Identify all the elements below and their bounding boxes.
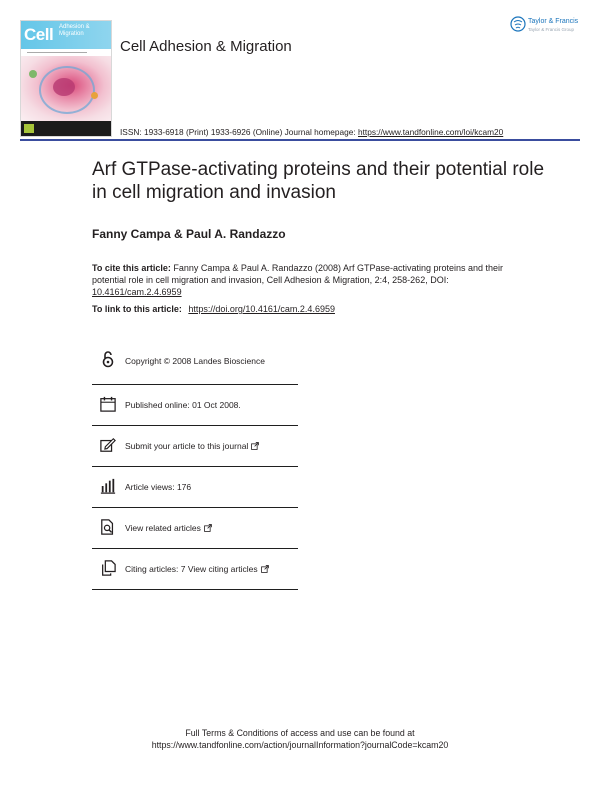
citation-block	[92, 262, 522, 298]
copy-icon	[100, 559, 116, 577]
article-views-label: Article views: 176	[125, 482, 192, 492]
cover-title: Cell	[24, 25, 54, 44]
citing-row[interactable]	[92, 549, 298, 590]
views-row	[92, 467, 298, 508]
cover-illustration	[21, 56, 111, 121]
publisher-logo-sub: Taylor & Francis Group	[528, 27, 575, 32]
article-doi-url[interactable]: https://doi.org/10.4161/cam.2.4.6959	[188, 304, 335, 314]
publisher-logo-name: Taylor & Francis	[528, 18, 579, 25]
related-articles-link[interactable]: View related articles	[125, 523, 212, 533]
citation-label: To cite this article:	[92, 263, 171, 273]
submit-article-link[interactable]: Submit your article to this journal	[125, 441, 259, 451]
copyright-row	[92, 340, 298, 385]
article-title: Arf GTPase-activating proteins and their potential role in cell migration and invasion	[92, 159, 545, 203]
calendar-icon	[100, 395, 116, 413]
submit-row[interactable]	[92, 426, 298, 467]
open-access-icon	[100, 350, 116, 368]
issn-text: ISSN: 1933-6918 (Print) 1933-6926 (Online) Journal homepage:	[120, 127, 356, 137]
external-link-icon	[204, 524, 212, 532]
copyright-label: Copyright © 2008 Landes Bioscience	[125, 356, 265, 366]
cover-footer-band	[21, 121, 111, 136]
bar-chart-icon	[100, 477, 116, 495]
published-label: Published online: 01 Oct 2008.	[125, 400, 241, 410]
cover-subtitle: Adhesion & Migration	[59, 24, 90, 37]
footer-terms	[0, 727, 600, 751]
journal-cover-thumbnail[interactable]	[20, 20, 112, 137]
citing-articles-link[interactable]: Citing articles: 7 View citing articles	[125, 564, 269, 574]
submit-icon	[100, 436, 116, 454]
citation-text: Fanny Campa & Paul A. Randazzo (2008) Arf GTPase-activating proteins and their potential role in cell migration and invasion, Cell Adhesion & Migration, 2:4, 258-262, DOI:	[92, 263, 504, 285]
publisher-logo-icon	[510, 16, 526, 32]
cover-strip	[21, 49, 111, 56]
publisher-logo[interactable]	[510, 16, 584, 38]
citation-doi-link[interactable]: 10.4161/cam.2.4.6959	[92, 287, 182, 297]
journal-homepage-link[interactable]: https://www.tandfonline.com/loi/kcam20	[358, 127, 504, 137]
journal-title: Cell Adhesion & Migration	[120, 38, 292, 55]
external-link-icon	[261, 565, 269, 573]
related-row[interactable]	[92, 508, 298, 549]
article-link-line	[92, 304, 335, 314]
search-document-icon	[100, 518, 116, 536]
header-divider	[20, 139, 580, 141]
external-link-icon	[251, 442, 259, 450]
article-authors: Fanny Campa & Paul A. Randazzo	[92, 227, 286, 241]
article-info-list	[92, 340, 298, 590]
issn-line	[120, 127, 503, 137]
footer-terms-text: Full Terms & Conditions of access and use can be found at	[185, 728, 415, 738]
footer-terms-url[interactable]: https://www.tandfonline.com/action/journalInformation?journalCode=kcam20	[151, 740, 449, 750]
article-link-label: To link to this article:	[92, 304, 182, 314]
published-row	[92, 385, 298, 426]
